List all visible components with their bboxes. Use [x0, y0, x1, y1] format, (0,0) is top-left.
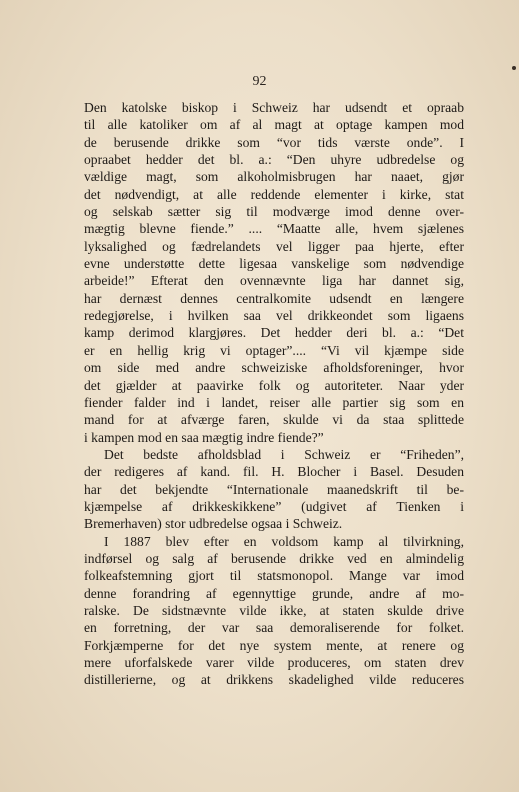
text-line: folkeafstemning gjort til statsmonopol. Mange var imod: [84, 568, 464, 584]
body-text: [84, 99, 464, 689]
text-line: har det bekjendte “Internationale maanedskrift til be-: [84, 481, 464, 497]
text-line: i kampen mod en saa mægtig indre fiende?”: [84, 429, 324, 445]
text-line: evne understøtte dette ligesaa vanskelige som nødvendige: [84, 256, 464, 272]
text-line: det nødvendigt, at alle reddende elementer i kirke, stat: [84, 186, 464, 202]
text-line: kamp derimod klargjøres. Det hedder deri bl. a.: “Det: [84, 325, 464, 341]
text-line: Den katolske biskop i Schweiz har udsendt et opraab: [84, 100, 464, 115]
text-line: ralske. De sidstnævnte vilde ikke, at staten skulde drive: [84, 602, 464, 618]
text-line: denne forandring af egennyttige grunde, andre af mo-: [84, 585, 464, 601]
text-line: en forretning, der var saa demoraliserende for folket.: [84, 620, 464, 636]
text-line: Bremerhaven) stor udbredelse ogsaa i Schweiz.: [84, 516, 343, 532]
text-line: mand for at afværge faren, skulde vi da staa splittede: [84, 412, 464, 428]
page-number: 92: [252, 74, 267, 89]
text-line: det gjælder at paavirke folk og autoriteter. Naar yder: [84, 377, 464, 393]
text-line: redegjørelse, i hvilken saa vel drikkeondet som ligaens: [84, 308, 464, 324]
text-line: vældige magt, som alkoholmisbrugen har naaet, gjør: [84, 169, 464, 185]
text-line: I 1887 blev efter en voldsom kamp al tilvirkning,: [104, 533, 464, 549]
text-line: opraabet hedder det bl. a.: “Den uhyre udbredelse og: [84, 152, 464, 168]
text-line: de berusende drikke som “vor tids værste onde”. I: [84, 134, 464, 150]
text-line: kjæmpelse af drikkeskikkene” (udgivet af Tienken i: [84, 498, 464, 514]
text-line: indførsel og salg af berusende drikke ved en almindelig: [84, 550, 464, 566]
text-line: Forkjæmperne for det nye system mente, at renere og: [84, 637, 464, 653]
text-line: om side med andre schweiziske afholdsforeninger, hvor: [84, 360, 464, 376]
text-line: har dernæst dennes centralkomite udsendt en længere: [84, 290, 464, 306]
text-line: fiender falder ind i landet, reiser alle partier sig som en: [84, 394, 464, 410]
text-line: der redigeres af kand. fil. H. Blocher i Basel. Desuden: [84, 464, 464, 480]
text-line: mere uforfalskede varer vilde produceres, om staten drev: [84, 655, 464, 670]
text-line: arbeide!” Efterat den ovennævnte liga har dannet sig,: [84, 273, 464, 289]
text-line: til alle katoliker om af al magt at optage kampen mod: [84, 117, 464, 133]
text-line: er en hellig krig vi optager”.... “Vi vil kjæmpe side: [84, 342, 464, 358]
text-line: lyksalighed og fædrelandets vel ligger paa hjerte, efter: [84, 238, 464, 254]
text-line: mægtig blevne fiende.” .... “Maatte alle, hvem sjælenes: [84, 221, 464, 237]
text-line: og selskab sætter sig til modværge imod denne over-: [84, 204, 464, 220]
ink-speck: [512, 66, 516, 70]
text-line: distillerierne, og at drikkens skadelighed vilde reduceres: [84, 672, 464, 688]
text-line: Det bedste afholdsblad i Schweiz er “Friheden”,: [104, 446, 464, 462]
